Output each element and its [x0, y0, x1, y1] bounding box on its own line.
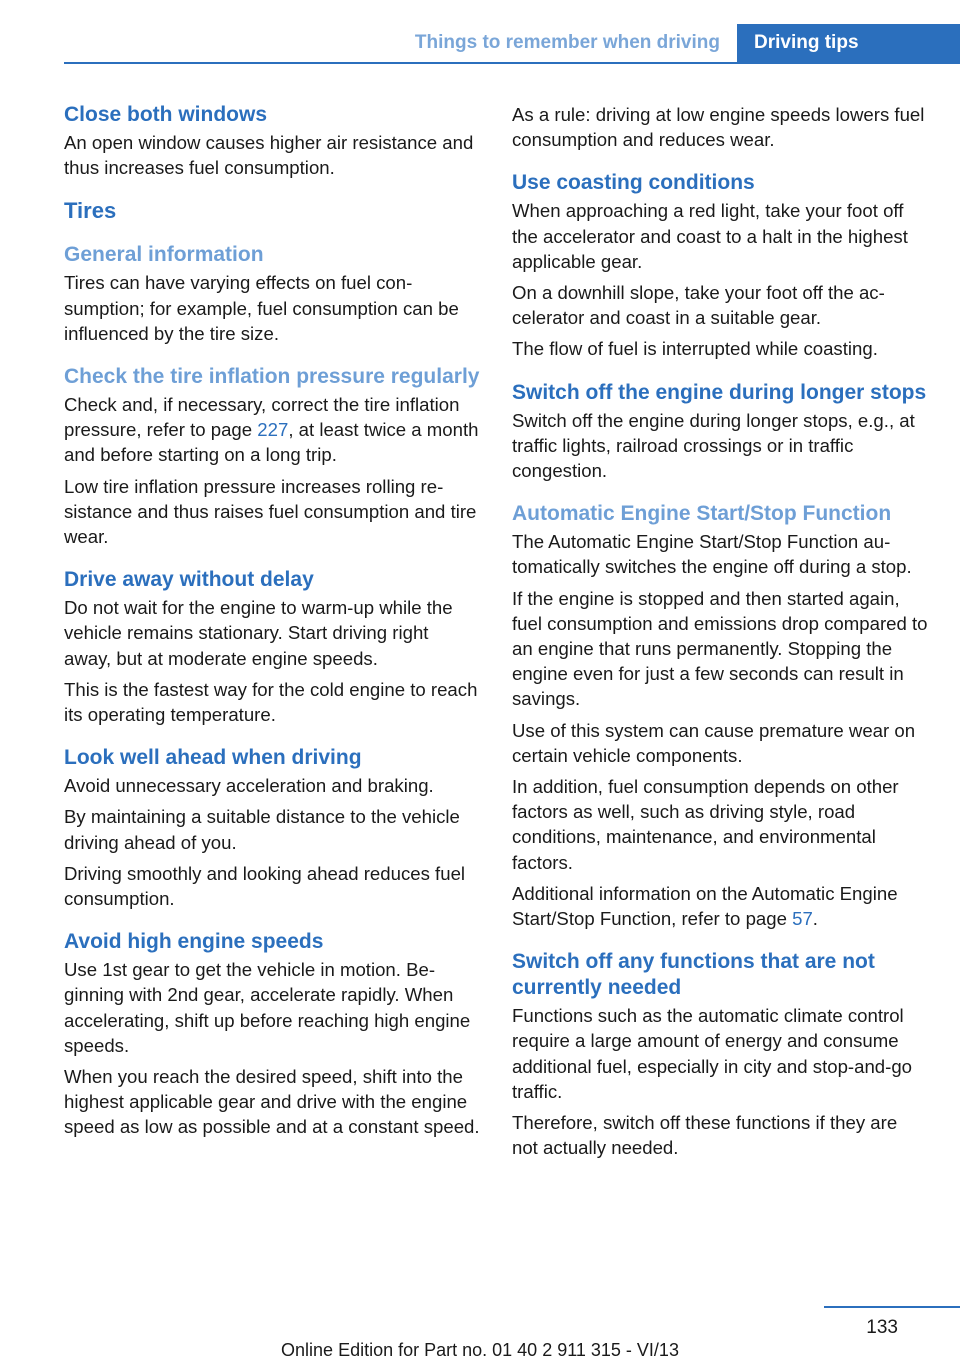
paragraph: By maintaining a suitable distance to the vehicle driving ahead of you.	[64, 806, 460, 853]
text: .	[812, 908, 818, 930]
text: Additional information on the Automatic Engine Start/Stop Function, refer to page	[512, 882, 898, 930]
heading-drive-away: Drive away without delay	[64, 568, 314, 592]
paragraph: Use 1st gear to get the vehicle in motion. Beginning with 2nd gear, accelerate rapidly. When accelerating, shift up before reaching high engine speeds.	[64, 959, 471, 1056]
paragraph: Tires can have varying effects on fuel consumption; for example, fuel consumption can be influenced by the tire size.	[64, 272, 459, 344]
right-column	[512, 102, 928, 1167]
paragraph: When approaching a red light, take your foot off the accelerator and coast to a halt in the highest applicable gear.	[512, 200, 908, 272]
heading-close-windows: Close both windows	[64, 103, 267, 126]
paragraph	[64, 392, 480, 468]
left-column	[64, 102, 480, 1146]
paragraph: Switch off the engine during longer stops, e.g., at traffic lights, railroad crossings or in traffic congestion.	[512, 409, 915, 482]
paragraph: Functions such as the automatic climate control require a large amount of energy and consume additional fuel, especially in city and stop-and-go traffic.	[512, 1005, 913, 1102]
paragraph: Avoid unnecessary acceleration and braking.	[64, 775, 434, 797]
paragraph: Low tire inflation pressure increases rolling resistance and thus raises fuel consumption and tire wear.	[64, 475, 477, 548]
paragraph	[512, 881, 928, 931]
paragraph: An open window causes higher air resistance and thus increases fuel consumption.	[64, 132, 474, 179]
heading-coasting: Use coasting conditions	[512, 171, 755, 195]
paragraph: When you reach the desired speed, shift into the highest applicable gear and drive with the engine speed as low as possible and at a constant speed.	[64, 1066, 480, 1138]
paragraph: On a downhill slope, take your foot off the accelerator and coast in a suitable gear.	[512, 282, 885, 329]
paragraph: As a rule: driving at low engine speeds lowers fuel consumption and reduces wear.	[512, 104, 925, 151]
header-section-title: Things to remember when driving	[414, 32, 720, 53]
header-chapter-tab: Driving tips	[737, 24, 960, 62]
heading-avoid-high-speeds: Avoid high engine speeds	[64, 930, 324, 954]
paragraph: Use of this system can cause premature wear on certain vehicle components.	[512, 719, 916, 766]
heading-general-information: General information	[64, 243, 264, 267]
header-rule	[64, 62, 960, 64]
edition-note: Online Edition for Part no. 01 40 2 911 315 - VI/13	[281, 1340, 679, 1360]
text: , at least twice a month and before starting on a long trip.	[64, 419, 479, 466]
heading-check-tire-pressure: Check the tire inflation pressure regularly	[64, 365, 480, 389]
paragraph: This is the fastest way for the cold engine to reach its operating temperature.	[64, 678, 478, 726]
page-link-57[interactable]: 57	[792, 908, 813, 930]
paragraph: Driving smoothly and looking ahead reduces fuel consumption.	[64, 862, 466, 910]
paragraph: If the engine is stopped and then started again, fuel consumption and emissions drop compared to an engine that runs permanently. Stopping the engine even for just a few seconds can result in savings.	[512, 587, 928, 710]
heading-tires: Tires	[64, 198, 117, 224]
footer-rule	[824, 1306, 960, 1308]
paragraph: The flow of fuel is interrupted while coasting.	[512, 338, 878, 360]
page-link-227[interactable]: 227	[257, 419, 289, 441]
heading-auto-start-stop: Automatic Engine Start/Stop Function	[512, 502, 892, 526]
page-number: 133	[866, 1317, 898, 1338]
paragraph: Therefore, switch off these functions if they are not actually needed.	[512, 1112, 898, 1159]
paragraph: In addition, fuel consumption depends on other factors as well, such as driving style, road conditions, maintenance, and environmental factors.	[512, 776, 899, 873]
heading-longer-stops: Switch off the engine during longer stops	[512, 380, 927, 404]
paragraph: The Automatic Engine Start/Stop Function automatically switches the engine off during a stop.	[512, 531, 912, 578]
heading-look-ahead: Look well ahead when driving	[64, 746, 362, 770]
heading-switch-off-functions: Switch off any functions that are not currently needed	[512, 950, 875, 1000]
text: Check and, if necessary, correct the tire inflation pressure, refer to page	[64, 394, 460, 441]
paragraph: Do not wait for the engine to warm-up while the vehicle remains stationary. Start driving right away, but at moderate engine speeds.	[64, 597, 453, 669]
